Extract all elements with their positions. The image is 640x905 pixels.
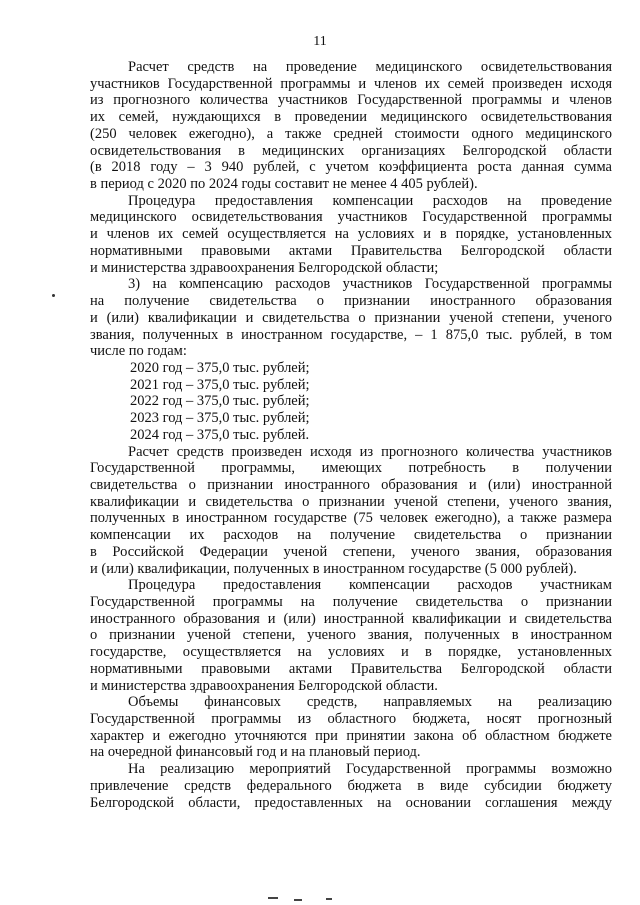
text-line: числе по годам: [90, 343, 187, 360]
text-line: Расчет средств произведен исходя из прогнозного количества участников [128, 443, 612, 460]
text-line: характер и ежегодно уточняются при принятии закона об областном бюджете [90, 727, 612, 744]
text-line: и (или) квалификации, полученных в иностранном государстве (5 000 рублей). [90, 560, 577, 577]
text-line: на получение свидетельства о признании иностранного образования [90, 293, 612, 310]
text-line: медицинского освидетельствования участников Государственной программы [90, 209, 612, 226]
text-line: Процедура предоставления компенсации расходов на проведение [128, 192, 612, 209]
text-line: 2020 год – 375,0 тыс. рублей; [130, 359, 310, 376]
text-line: квалификации и свидетельства о признании ученой степени, ученого звания, [90, 493, 612, 510]
text-line: в период с 2020 по 2024 годы составит не менее 4 405 рублей). [90, 176, 478, 193]
text-line: нормативными правовыми актами Правительства Белгородской области [90, 660, 612, 677]
text-line: 3) на компенсацию расходов участников Государственной программы [128, 276, 612, 293]
text-line: освидетельствования в медицинских организациях Белгородской области [90, 142, 612, 159]
text-line: Государственной программы на получение свидетельства о признании [90, 594, 612, 610]
text-line: звания, полученных в иностранном государстве, – 1 875,0 тыс. рублей, в том [90, 326, 612, 343]
text-line: и членов их семей осуществляется на условиях и в порядке, установленных [90, 226, 612, 243]
text-line: и (или) квалификации и свидетельства о признании ученой степени, ученого [90, 309, 612, 326]
text-line: Белгородской области, предоставленных на основании соглашения между [90, 794, 612, 811]
scan-dot [52, 294, 55, 297]
text-line: 2023 год – 375,0 тыс. рублей; [130, 410, 310, 427]
scan-speck [268, 897, 278, 899]
text-line: (250 человек ежегодно), а также средней стоимости одного медицинского [90, 125, 612, 142]
page-number: 11 [313, 34, 327, 49]
text-line: государстве, осуществляется на условиях и в порядке, установленных [90, 644, 612, 661]
text-line: из прогнозного количества участников Государственной программы и членов [90, 92, 612, 109]
text-line: о признании ученой степени, ученого звания, полученных в иностранном [90, 627, 612, 644]
text-line: участников Государственной программы и членов их семей произведен исходя [90, 75, 612, 92]
text-line: Государственной программы, имеющих потребность в получении [90, 460, 612, 477]
text-line: нормативными правовыми актами Правительства Белгородской области [90, 242, 612, 259]
text-line: (в 2018 году – 3 940 рублей, с учетом коэффициента роста данная сумма [90, 159, 612, 176]
scan-speck [326, 898, 332, 900]
text-line: и министерства здравоохранения Белгородской области. [90, 677, 438, 694]
text-line: 2022 год – 375,0 тыс. рублей; [130, 393, 310, 410]
scan-speck [294, 899, 302, 901]
text-line: и министерства здравоохранения Белгородской области; [90, 259, 439, 276]
text-line: Объемы финансовых средств, направляемых на реализацию [128, 694, 612, 711]
text-line: 2021 год – 375,0 тыс. рублей; [130, 376, 310, 393]
text-line: На реализацию мероприятий Государственной программы возможно [128, 761, 612, 778]
text-line: Расчет средств на проведение медицинского освидетельствования [128, 59, 612, 75]
text-line: иностранного образования и (или) иностранной квалификации и свидетельства [90, 610, 612, 627]
text-line: компенсации их расходов на получение свидетельства о признании [90, 527, 612, 544]
text-line: свидетельства о признании иностранного образования и (или) иностранной [90, 476, 612, 493]
text-line: на очередной финансовый год и на плановый период. [90, 744, 421, 761]
text-line: их семей, нуждающихся в проведении медицинского освидетельствования [90, 109, 612, 126]
text-line: Государственной программы из областного бюджета, носят прогнозный [90, 711, 612, 728]
text-line: привлечение средств федерального бюджета в виде субсидии бюджету [90, 777, 612, 794]
text-line: 2024 год – 375,0 тыс. рублей. [130, 426, 310, 443]
text-line: в Российской Федерации ученой степени, ученого звания, образования [90, 543, 612, 560]
text-line: полученных в иностранном государстве (75 человек ежегодно), а также размера [90, 510, 612, 527]
text-line: Процедура предоставления компенсации расходов участникам [128, 577, 612, 594]
document-body [90, 59, 612, 811]
